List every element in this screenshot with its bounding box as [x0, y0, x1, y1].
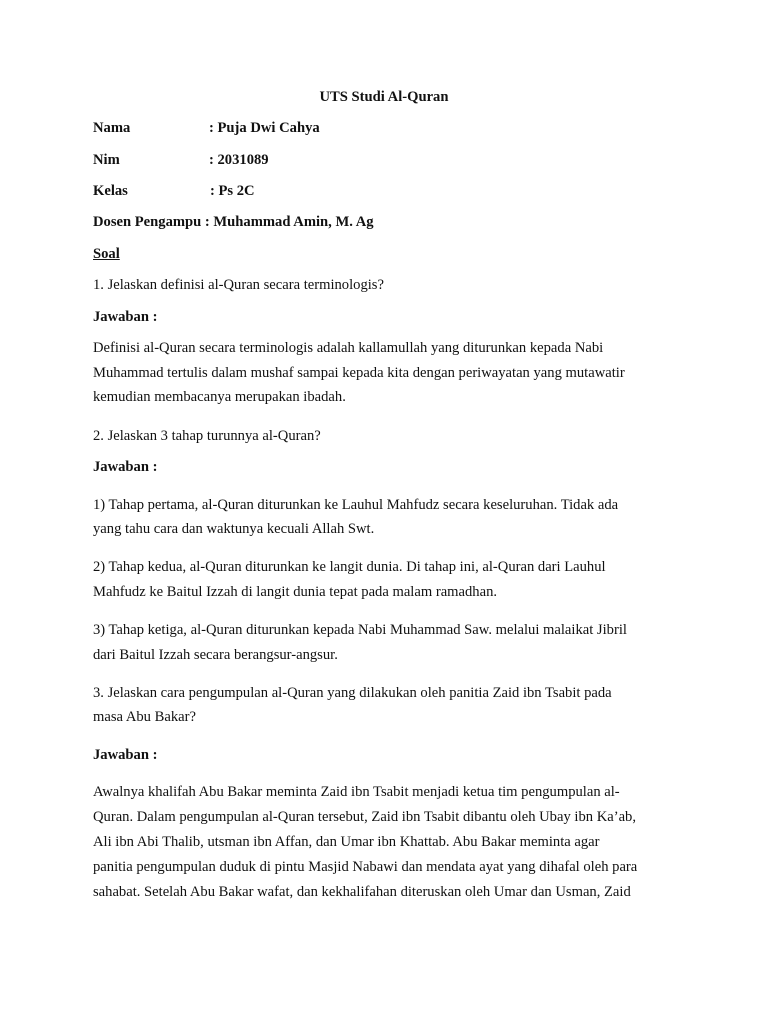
q2-question: 2. Jelaskan 3 tahap turunnya al-Quran?	[93, 428, 321, 444]
q1-answer-label: Jawaban :	[93, 309, 158, 325]
q1-question: 1. Jelaskan definisi al-Quran secara terminologis?	[93, 277, 384, 293]
nim-label: Nim	[93, 152, 120, 168]
q2-step1-line: yang tahu cara dan waktunya kecuali Allah Swt.	[93, 521, 375, 537]
soal-heading: Soal	[93, 246, 120, 262]
q2-step2-line: 2) Tahap kedua, al-Quran diturunkan ke langit dunia. Di tahap ini, al-Quran dari Lauhul	[93, 559, 606, 575]
nama-label: Nama	[93, 120, 131, 136]
q2-step1-line: 1) Tahap pertama, al-Quran diturunkan ke Lauhul Mahfudz secara keseluruhan. Tidak ada	[93, 497, 619, 513]
q2-step3-line: dari Baitul Izzah secara berangsur-angsur.	[93, 647, 338, 663]
q3-answer-line: Ali ibn Abi Thalib, utsman ibn Affan, dan Umar ibn Khattab. Abu Bakar meminta agar	[93, 834, 600, 850]
q1-answer-line: Definisi al-Quran secara terminologis adalah kallamullah yang diturunkan kepada Nabi	[93, 340, 604, 356]
q3-answer-label: Jawaban :	[93, 747, 158, 763]
q3-question-line: masa Abu Bakar?	[93, 709, 196, 725]
q3-answer-line: sahabat. Setelah Abu Bakar wafat, dan kekhalifahan diteruskan oleh Umar dan Usman, Zaid	[93, 884, 631, 900]
q2-step2-line: Mahfudz ke Baitul Izzah di langit dunia tepat pada malam ramadhan.	[93, 584, 498, 600]
q3-answer-line: Awalnya khalifah Abu Bakar meminta Zaid ibn Tsabit menjadi ketua tim pengumpulan al-	[93, 784, 620, 800]
dosen-line: Dosen Pengampu : Muhammad Amin, M. Ag	[93, 214, 374, 230]
q2-answer-label: Jawaban :	[93, 459, 158, 475]
kelas-label: Kelas	[93, 183, 128, 199]
q3-question-line: 3. Jelaskan cara pengumpulan al-Quran yang dilakukan oleh panitia Zaid ibn Tsabit pada	[93, 685, 612, 701]
nama-value: : Puja Dwi Cahya	[209, 120, 320, 136]
q1-answer-line: Muhammad tertulis dalam mushaf sampai kepada kita dengan periwayatan yang mutawatir	[93, 365, 625, 381]
document-title: UTS Studi Al-Quran	[319, 89, 449, 105]
q3-answer-line: panitia pengumpulan duduk di pintu Masjid Nabawi dan mendata ayat yang dihafal oleh para	[93, 859, 638, 875]
kelas-value: : Ps 2C	[210, 183, 255, 199]
q3-answer-line: Quran. Dalam pengumpulan al-Quran tersebut, Zaid ibn Tsabit dibantu oleh Ubay ibn Ka’ab,	[93, 809, 636, 825]
q1-answer-line: kemudian membacanya merupakan ibadah.	[93, 389, 346, 405]
nim-value: : 2031089	[209, 152, 269, 168]
q2-step3-line: 3) Tahap ketiga, al-Quran diturunkan kepada Nabi Muhammad Saw. melalui malaikat Jibril	[93, 622, 627, 638]
